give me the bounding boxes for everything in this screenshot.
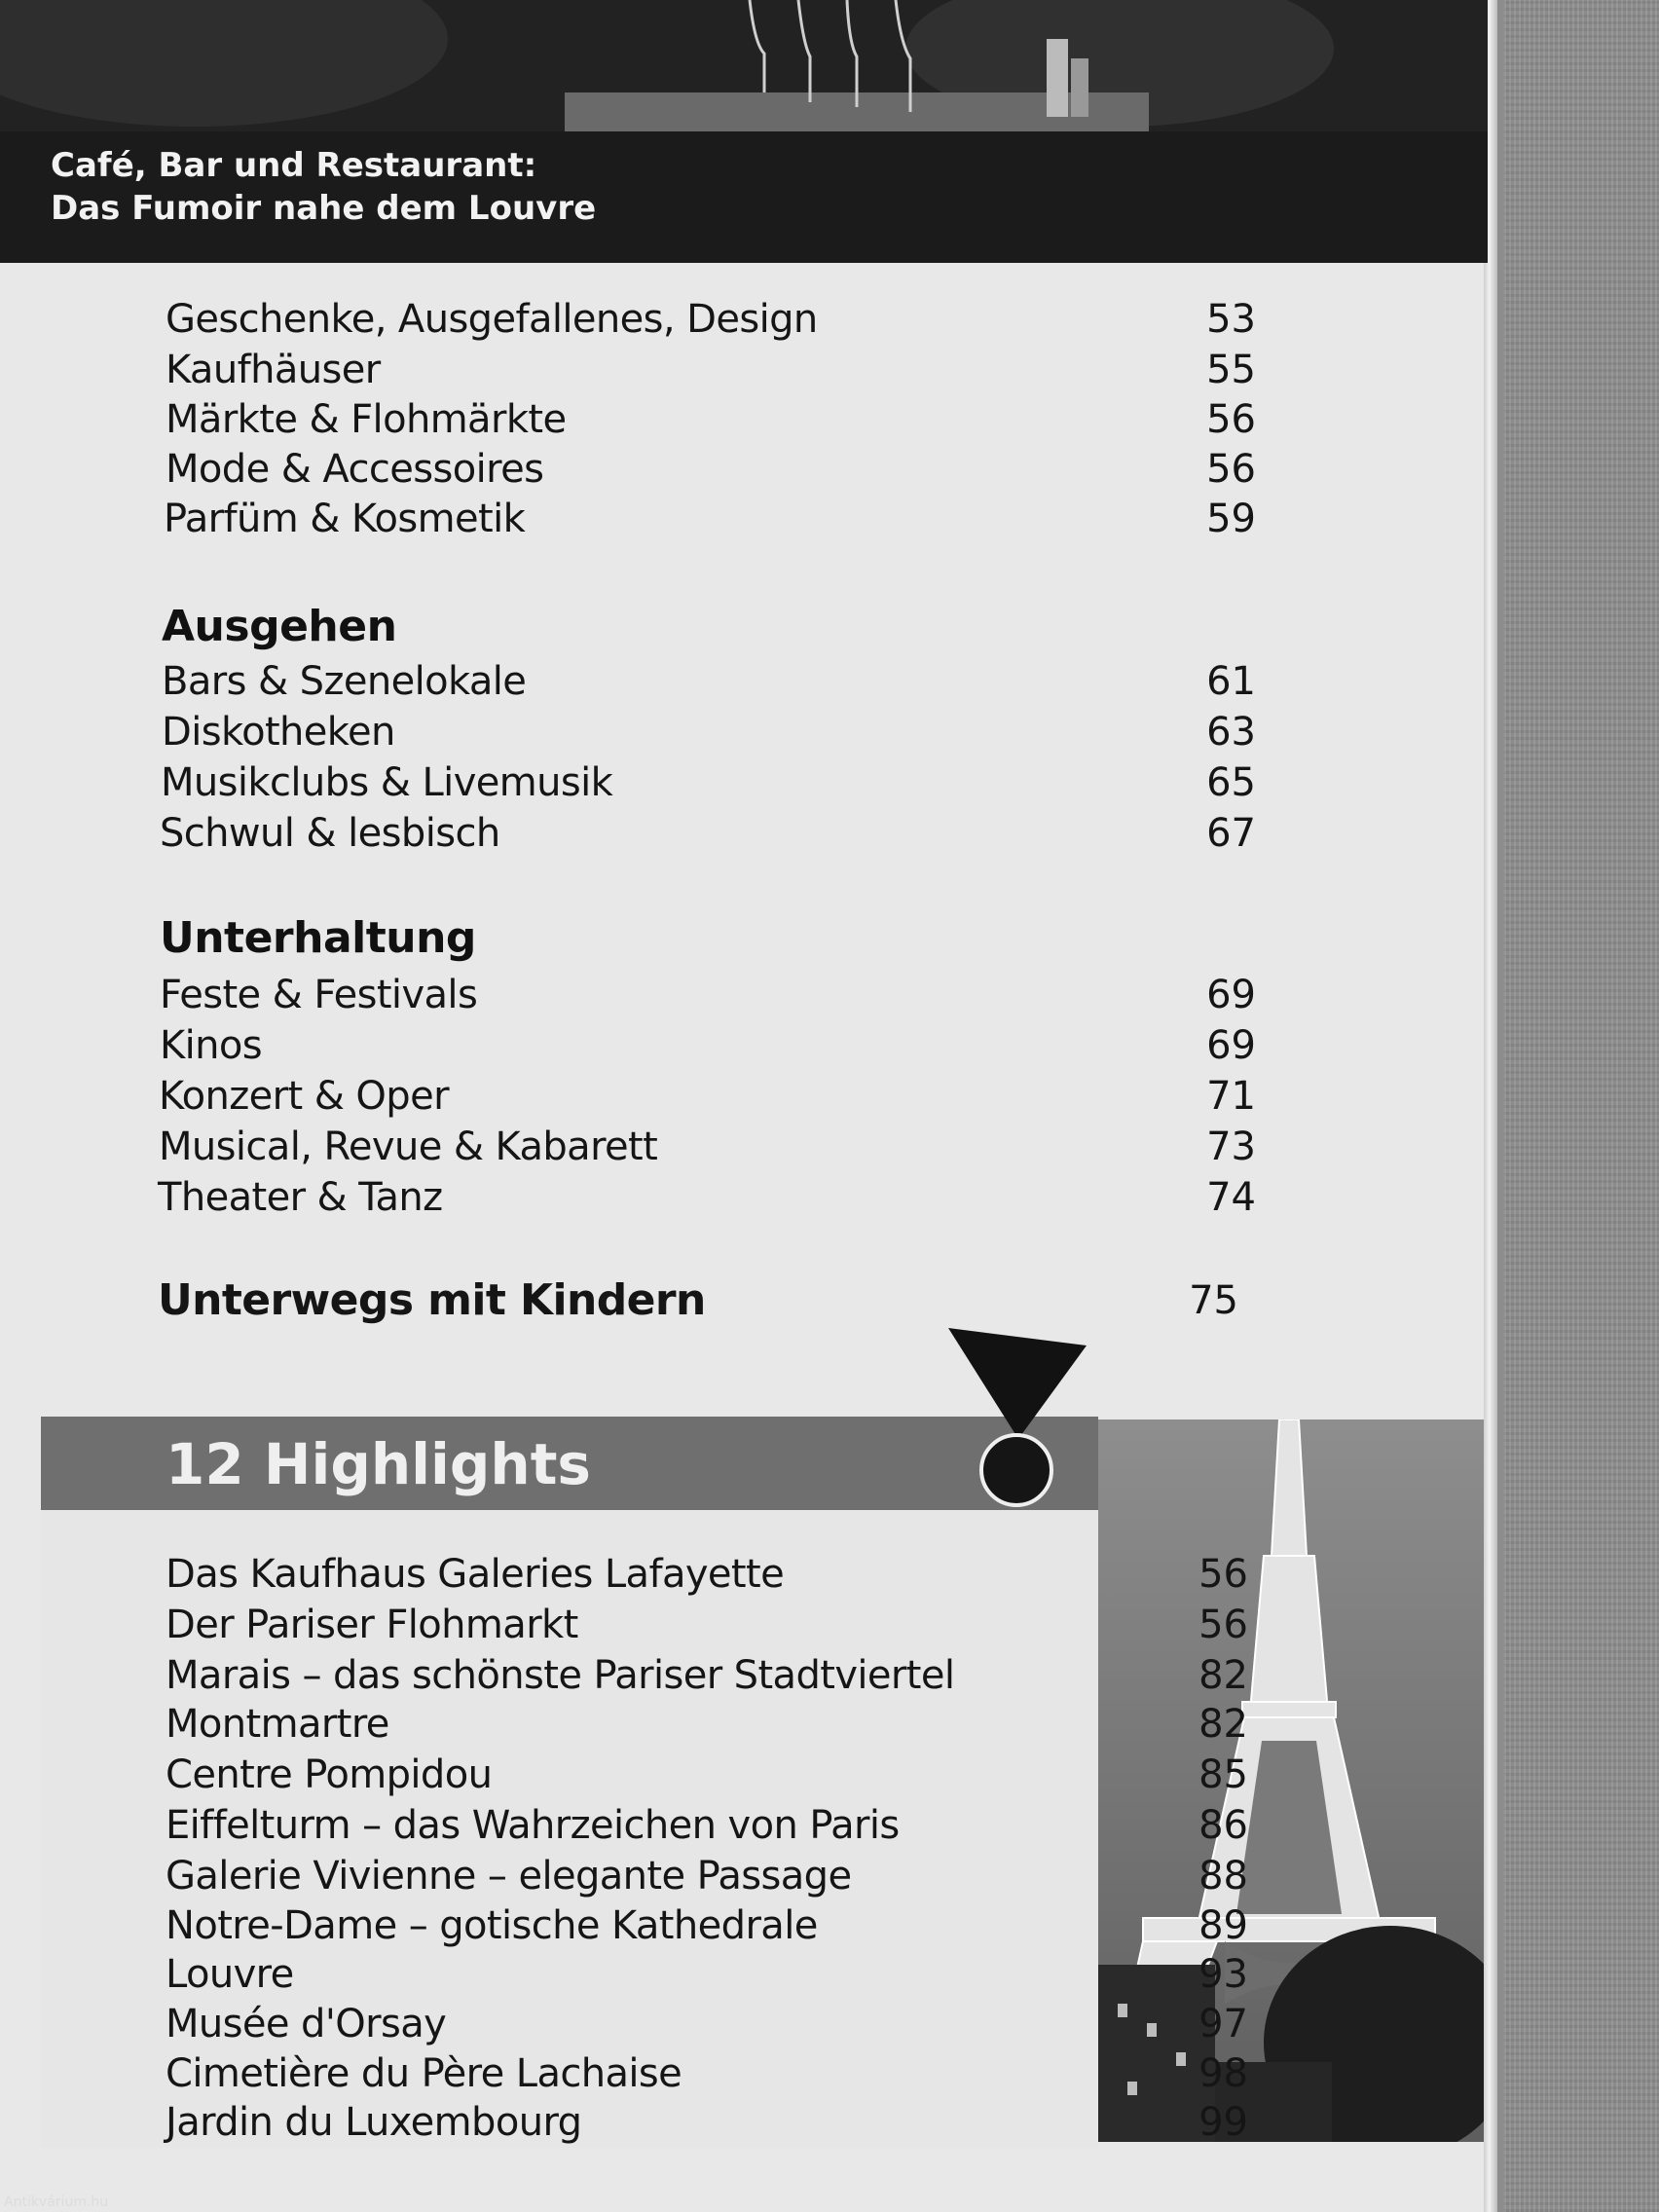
highlight-entry[interactable] [166, 1549, 1248, 1600]
highlight-entry[interactable] [166, 2097, 1248, 2148]
highlight-entry-page: 85 [1198, 1752, 1248, 1797]
highlight-entry[interactable] [166, 2048, 1248, 2099]
restaurant-photo [0, 0, 1488, 131]
toc-entry[interactable] [166, 394, 1256, 445]
toc-entry[interactable] [161, 757, 1256, 808]
toc-entry-page: 71 [1206, 1074, 1256, 1119]
toc-entry-label: Theater & Tanz [158, 1175, 443, 1220]
highlight-entry-label: Notre-Dame – gotische Kathedrale [166, 1903, 818, 1948]
toc-entry[interactable] [166, 345, 1256, 395]
exclamation-marker-icon [944, 1324, 1100, 1519]
highlight-entry-page: 88 [1198, 1854, 1248, 1899]
section-heading-unterhaltung: Unterhaltung [160, 913, 476, 963]
toc-entry-page: 55 [1206, 348, 1256, 392]
toc-entry[interactable] [166, 294, 1256, 345]
highlight-entry-label: Centre Pompidou [166, 1752, 493, 1797]
highlight-entry[interactable] [166, 1900, 1248, 1951]
highlight-entry-label: Das Kaufhaus Galeries Lafayette [166, 1552, 785, 1597]
toc-entry-label: Musikclubs & Livemusik [161, 760, 613, 805]
highlight-entry-page: 56 [1198, 1603, 1248, 1647]
toc-entry-page: 69 [1206, 1023, 1256, 1068]
toc-entry[interactable] [160, 808, 1256, 859]
highlight-entry-label: Montmartre [166, 1702, 389, 1747]
caption-line-1: Café, Bar und Restaurant: [51, 146, 537, 185]
toc-entry[interactable] [164, 494, 1256, 544]
highlights-title: 12 Highlights [166, 1431, 591, 1497]
toc-entry[interactable] [162, 707, 1256, 757]
watermark: Antikvárium.hu [4, 2194, 109, 2210]
highlight-entry[interactable] [166, 1750, 1248, 1800]
highlight-entry-page: 82 [1198, 1653, 1248, 1698]
highlight-entry-label: Musée d'Orsay [166, 2002, 447, 2046]
page-edge [1484, 0, 1497, 2212]
toc-entry-page: 75 [1189, 1278, 1238, 1323]
highlight-entry-label: Der Pariser Flohmarkt [166, 1603, 578, 1647]
highlight-entry[interactable] [166, 1851, 1248, 1901]
toc-entry-page: 65 [1206, 760, 1256, 805]
toc-entry[interactable] [160, 970, 1256, 1020]
toc-entry-label: Kinos [160, 1023, 263, 1068]
highlight-entry-label: Louvre [166, 1952, 294, 1997]
toc-entry-label: Märkte & Flohmärkte [166, 397, 567, 442]
caption-line-2: Das Fumoir nahe dem Louvre [51, 189, 597, 228]
background-surface [1504, 0, 1659, 2212]
toc-entry-label: Bars & Szenelokale [162, 659, 527, 704]
toc-entry-label: Feste & Festivals [160, 973, 478, 1017]
highlight-entry-page: 93 [1198, 1952, 1248, 1997]
highlight-entry[interactable] [166, 1949, 1248, 2000]
toc-entry-page: 73 [1206, 1124, 1256, 1169]
toc-entry-page: 56 [1206, 447, 1256, 492]
toc-entry-label: Musical, Revue & Kabarett [159, 1124, 658, 1169]
highlight-entry-page: 82 [1198, 1702, 1248, 1747]
toc-entry-label: Parfüm & Kosmetik [164, 497, 526, 541]
toc-entry-label: Kaufhäuser [166, 348, 381, 392]
toc-entry-page: 61 [1206, 659, 1256, 704]
toc-entry[interactable] [159, 1122, 1256, 1172]
highlight-entry-label: Cimetière du Père Lachaise [166, 2051, 682, 2096]
toc-entry-kinder[interactable] [158, 1275, 1238, 1326]
section-heading-ausgehen: Ausgehen [162, 602, 397, 651]
highlight-entry-page: 89 [1198, 1903, 1248, 1948]
toc-entry[interactable] [162, 656, 1256, 707]
toc-entry-label: Diskotheken [162, 710, 395, 755]
highlight-entry-label: Jardin du Luxembourg [166, 2100, 582, 2145]
highlight-entry[interactable] [166, 1800, 1248, 1851]
toc-entry[interactable] [158, 1172, 1256, 1223]
toc-entry[interactable] [166, 444, 1256, 495]
toc-entry-label: Konzert & Oper [159, 1074, 449, 1119]
toc-entry-label: Mode & Accessoires [166, 447, 544, 492]
toc-entry-page: 53 [1206, 297, 1256, 342]
toc-entry-page: 67 [1206, 811, 1256, 856]
toc-entry[interactable] [160, 1020, 1256, 1071]
toc-entry-page: 59 [1206, 497, 1256, 541]
toc-entry-label: Unterwegs mit Kindern [158, 1275, 706, 1325]
highlight-entry-label: Galerie Vivienne – elegante Passage [166, 1854, 852, 1899]
toc-entry[interactable] [159, 1071, 1256, 1122]
highlight-entry-page: 56 [1198, 1552, 1248, 1597]
highlight-entry[interactable] [166, 1999, 1248, 2049]
highlight-entry-page: 97 [1198, 2002, 1248, 2046]
highlight-entry[interactable] [166, 1600, 1248, 1650]
toc-entry-page: 74 [1206, 1175, 1256, 1220]
toc-entry-page: 69 [1206, 973, 1256, 1017]
toc-entry-page: 63 [1206, 710, 1256, 755]
highlight-entry-page: 98 [1198, 2051, 1248, 2096]
photo-caption [51, 144, 596, 230]
toc-entry-page: 56 [1206, 397, 1256, 442]
toc-entry-label: Geschenke, Ausgefallenes, Design [166, 297, 818, 342]
highlight-entry[interactable] [166, 1650, 1248, 1701]
highlight-entry[interactable] [166, 1699, 1248, 1750]
eiffel-tower-photo [1098, 1419, 1484, 2142]
highlight-entry-page: 99 [1198, 2100, 1248, 2145]
highlight-entry-page: 86 [1198, 1803, 1248, 1848]
highlight-entry-label: Marais – das schönste Pariser Stadtviertel [166, 1653, 955, 1698]
highlight-entry-label: Eiffelturm – das Wahrzeichen von Paris [166, 1803, 900, 1848]
toc-entry-label: Schwul & lesbisch [160, 811, 500, 856]
